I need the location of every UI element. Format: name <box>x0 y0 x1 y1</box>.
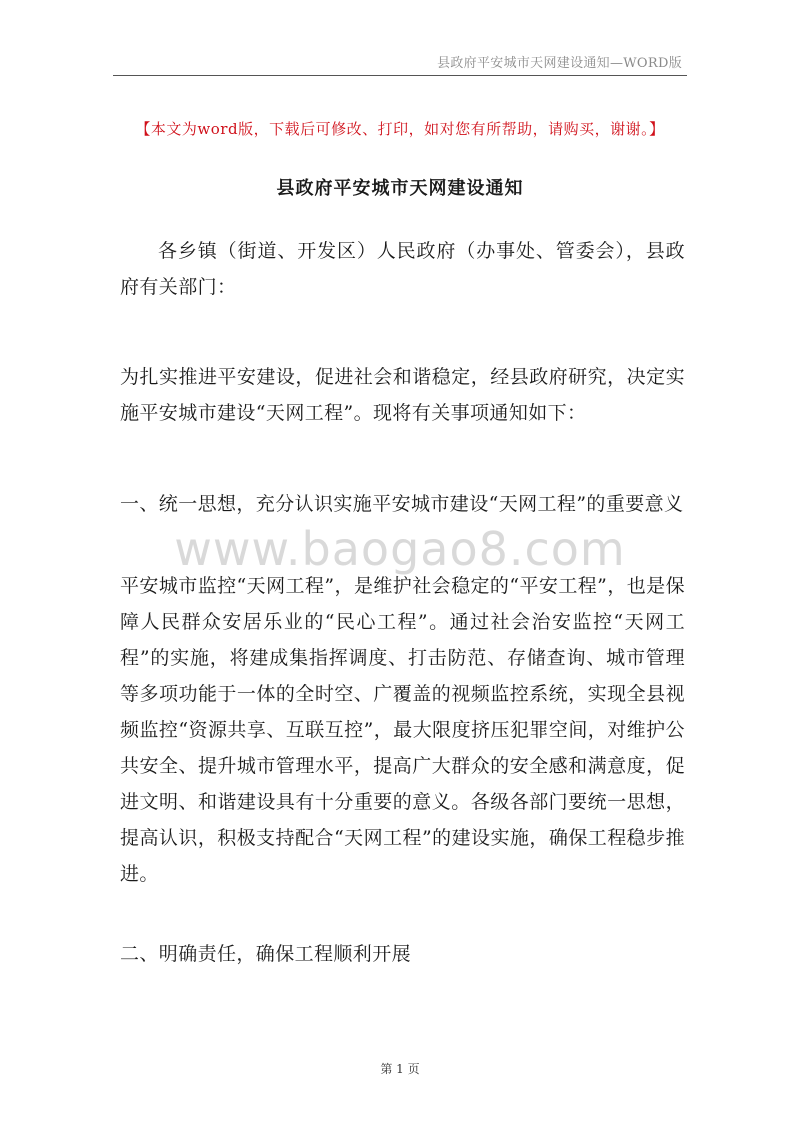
intro-paragraph: 为扎实推进平安建设，促进社会和谐稳定，经县政府研究，决定实施平安城市建设“天网工程”。现将有关事项通知如下： <box>120 366 685 424</box>
page-number: 第 1 页 <box>380 1062 420 1076</box>
document-title: 县政府平安城市天网建设通知 <box>276 178 524 199</box>
running-header: 县政府平安城市天网建设通知—WORD版 <box>437 56 682 71</box>
section-1-paragraph: 平安城市监控“天网工程”，是维护社会稳定的“平安工程”，也是保障人民群众安居乐业的“民心工程”。通过社会治安监控“天网工程”的实施，将建成集指挥调度、打击防范、存储查询、城市管理等多项功能于一体的全时空、广覆盖的视频监控系统，实现全县视频监控“资源共享、互联互控”，最大限度挤压犯罪空间，对维护公共安全、提升城市管理水平，提高广大群众的安全感和满意度，促进文明、和谐建设具有十分重要的意义。各级各部门要统一思想，提高认识，积极支持配合“天网工程”的建设实施，确保工程稳步推进。 <box>120 575 685 885</box>
section-1-heading: 一、统一思想，充分认识实施平安城市建设“天网工程”的重要意义 <box>120 493 684 515</box>
section-2-heading: 二、明确责任，确保工程顺利开展 <box>120 943 412 965</box>
download-notice: 【本文为word版，下载后可修改、打印，如对您有所帮助，请购买，谢谢。】 <box>135 120 665 138</box>
salutation-paragraph: 各乡镇（街道、开发区）人民政府（办事处、管委会），县政府有关部门： <box>120 240 685 298</box>
header-divider <box>113 75 687 76</box>
watermark: www.baogao8.com <box>174 522 626 576</box>
